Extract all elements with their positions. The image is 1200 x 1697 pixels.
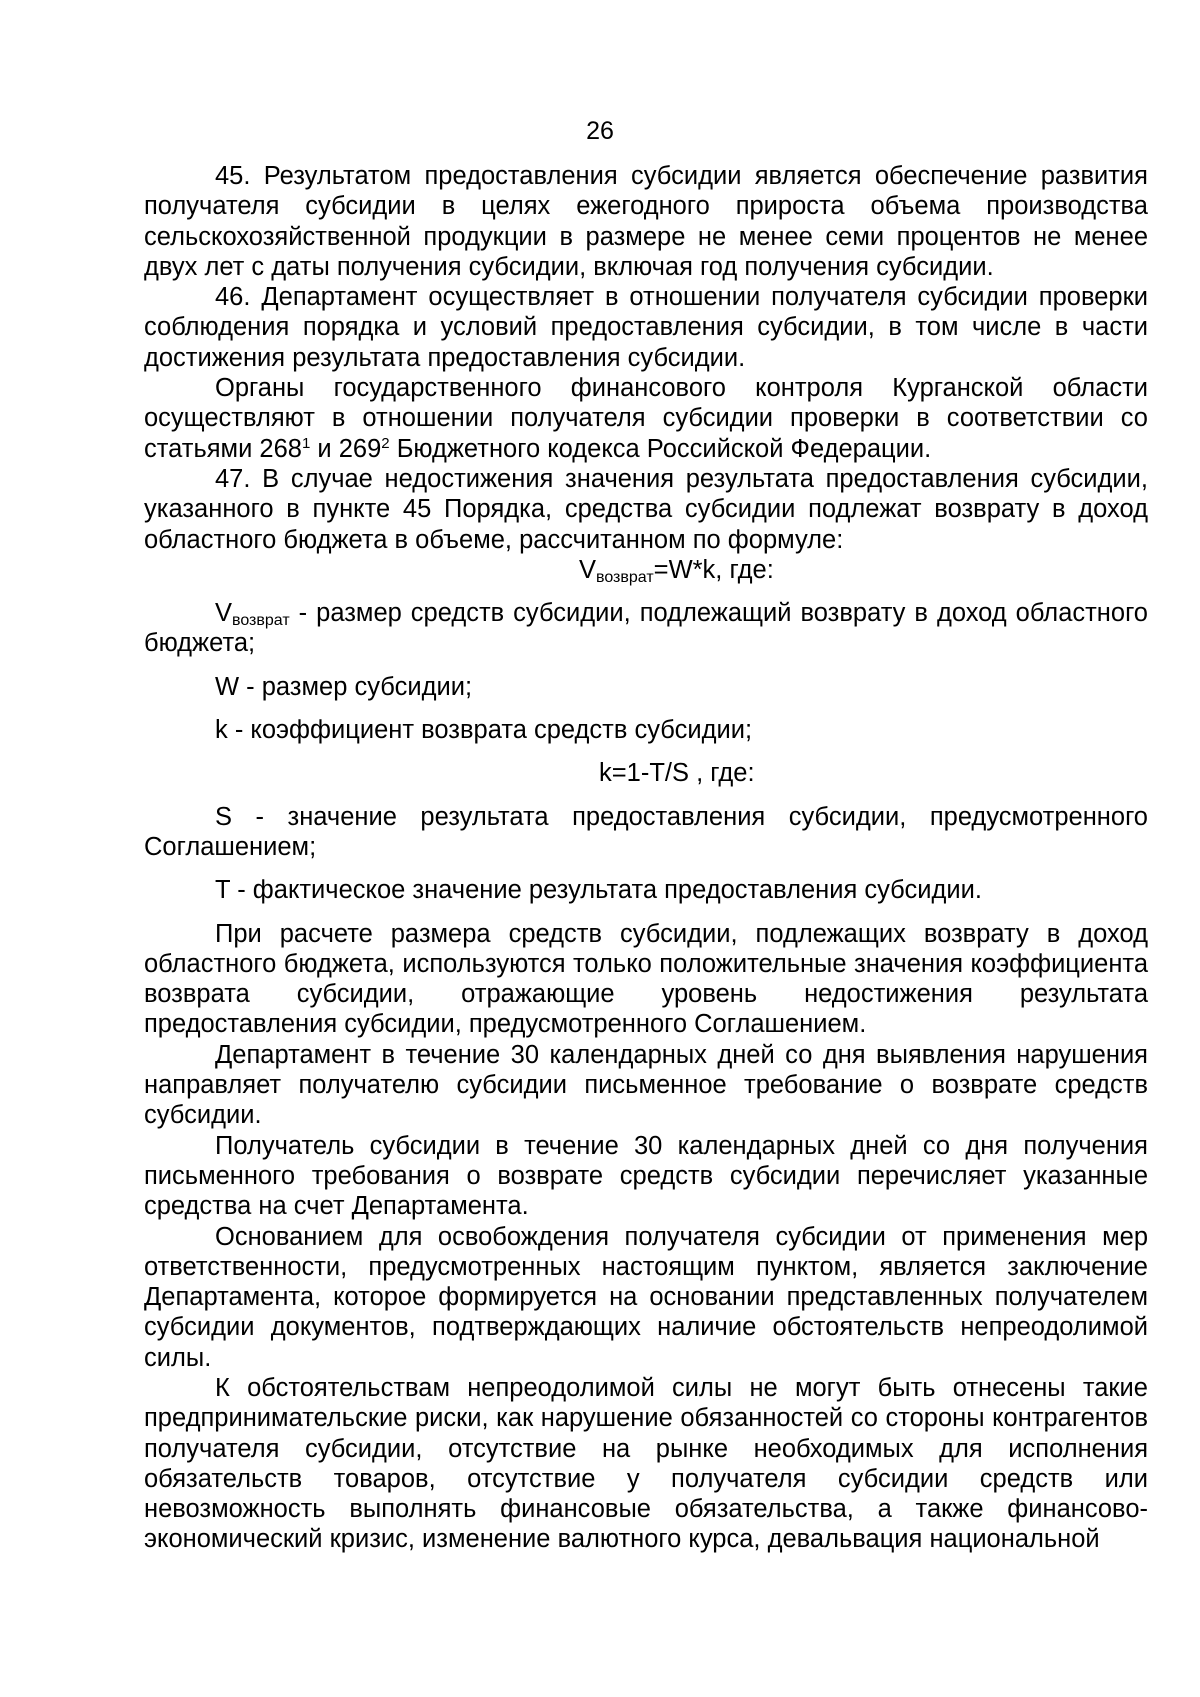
- paragraph-45: 45. Результатом предоставления субсидии является обеспечение развития получателя субсидии в целях ежегодного прироста объема производства сельскохозяйственной продукции в размере не менее семи процентов не менее двух лет с даты получения субсидии, включая год получения субсидии.: [144, 162, 1148, 281]
- definition-k: k - коэффициент возврата средств субсидии;: [215, 716, 753, 745]
- definition-v: [144, 598, 1148, 659]
- formula-refund-rest: =W*k, где:: [653, 555, 774, 584]
- paragraph-force-majeure: К обстоятельствам непреодолимой силы не могут быть отнесены такие предпринимательские риски, как нарушение обязанностей со стороны контрагентов получателя субсидии, отсутствие на рынке необходимых для исполнения обязательств товаров, отсутствие у получателя субсидии средств или невозможность выполнять финансовые обязательства, а также финансово-экономический кризис, изменение валютного курса, девальвация национальной: [144, 1373, 1148, 1554]
- control-text-before: Органы государственного финансового контроля Курганской области осуществляют в отношении получателя субсидии проверки в соответствии со статьями 268: [144, 374, 1148, 463]
- paragraph-46-control: [144, 373, 1148, 464]
- control-text-middle: и 269: [310, 434, 382, 463]
- document-body: [144, 161, 1148, 1555]
- superscript-1: 1: [301, 434, 311, 452]
- formula-refund-v: V: [579, 555, 597, 584]
- formula-refund: [144, 555, 1148, 585]
- paragraph-47: 47. В случае недостижения значения результата предоставления субсидии, указанного в пункте 45 Порядка, средства субсидии подлежат возврату в доход областного бюджета в объеме, рассчитанном по формуле:: [144, 464, 1148, 554]
- formula-coefficient: k=1-T/S , где:: [599, 759, 755, 788]
- definition-v-text: - размер средств субсидии, подлежащий возврату в доход областного бюджета;: [144, 599, 1148, 658]
- definition-v-sub: возврат: [232, 612, 290, 630]
- page-number: 26: [586, 117, 614, 145]
- definition-s: S - значение результата предоставления субсидии, предусмотренного Соглашением;: [144, 802, 1148, 861]
- paragraph-recipient-refund: Получатель субсидии в течение 30 календарных дней со дня получения письменного требования о возврате средств субсидии перечисляет указанные средства на счет Департамента.: [144, 1131, 1148, 1221]
- superscript-2: 2: [381, 434, 390, 452]
- definition-w: W - размер субсидии;: [215, 672, 473, 701]
- definition-v-symbol: V: [215, 599, 233, 628]
- control-text-after: Бюджетного кодекса Российской Федерации.: [389, 434, 932, 463]
- formula-refund-sub: возврат: [596, 568, 654, 586]
- paragraph-exemption-basis: Основанием для освобождения получателя субсидии от применения мер ответственности, предусмотренных настоящим пунктом, является заключение Департамента, которое формируется на основании представленных получателем субсидии документов, подтверждающих наличие обстоятельств непреодолимой силы.: [144, 1222, 1148, 1372]
- paragraph-department-demand: Департамент в течение 30 календарных дней со дня выявления нарушения направляет получателю субсидии письменное требование о возврате средств субсидии.: [144, 1040, 1148, 1130]
- definition-t: T - фактическое значение результата предоставления субсидии.: [215, 876, 982, 905]
- paragraph-46: 46. Департамент осуществляет в отношении получателя субсидии проверки соблюдения порядка и условий предоставления субсидии, в том числе в части достижения результата предоставления субсидии.: [144, 283, 1148, 372]
- paragraph-calculation: При расчете размера средств субсидии, подлежащих возврату в доход областного бюджета, используются только положительные значения коэффициента возврата субсидии, отражающие уровень недостижения результата предоставления субсидии, предусмотренного Соглашением.: [144, 919, 1148, 1039]
